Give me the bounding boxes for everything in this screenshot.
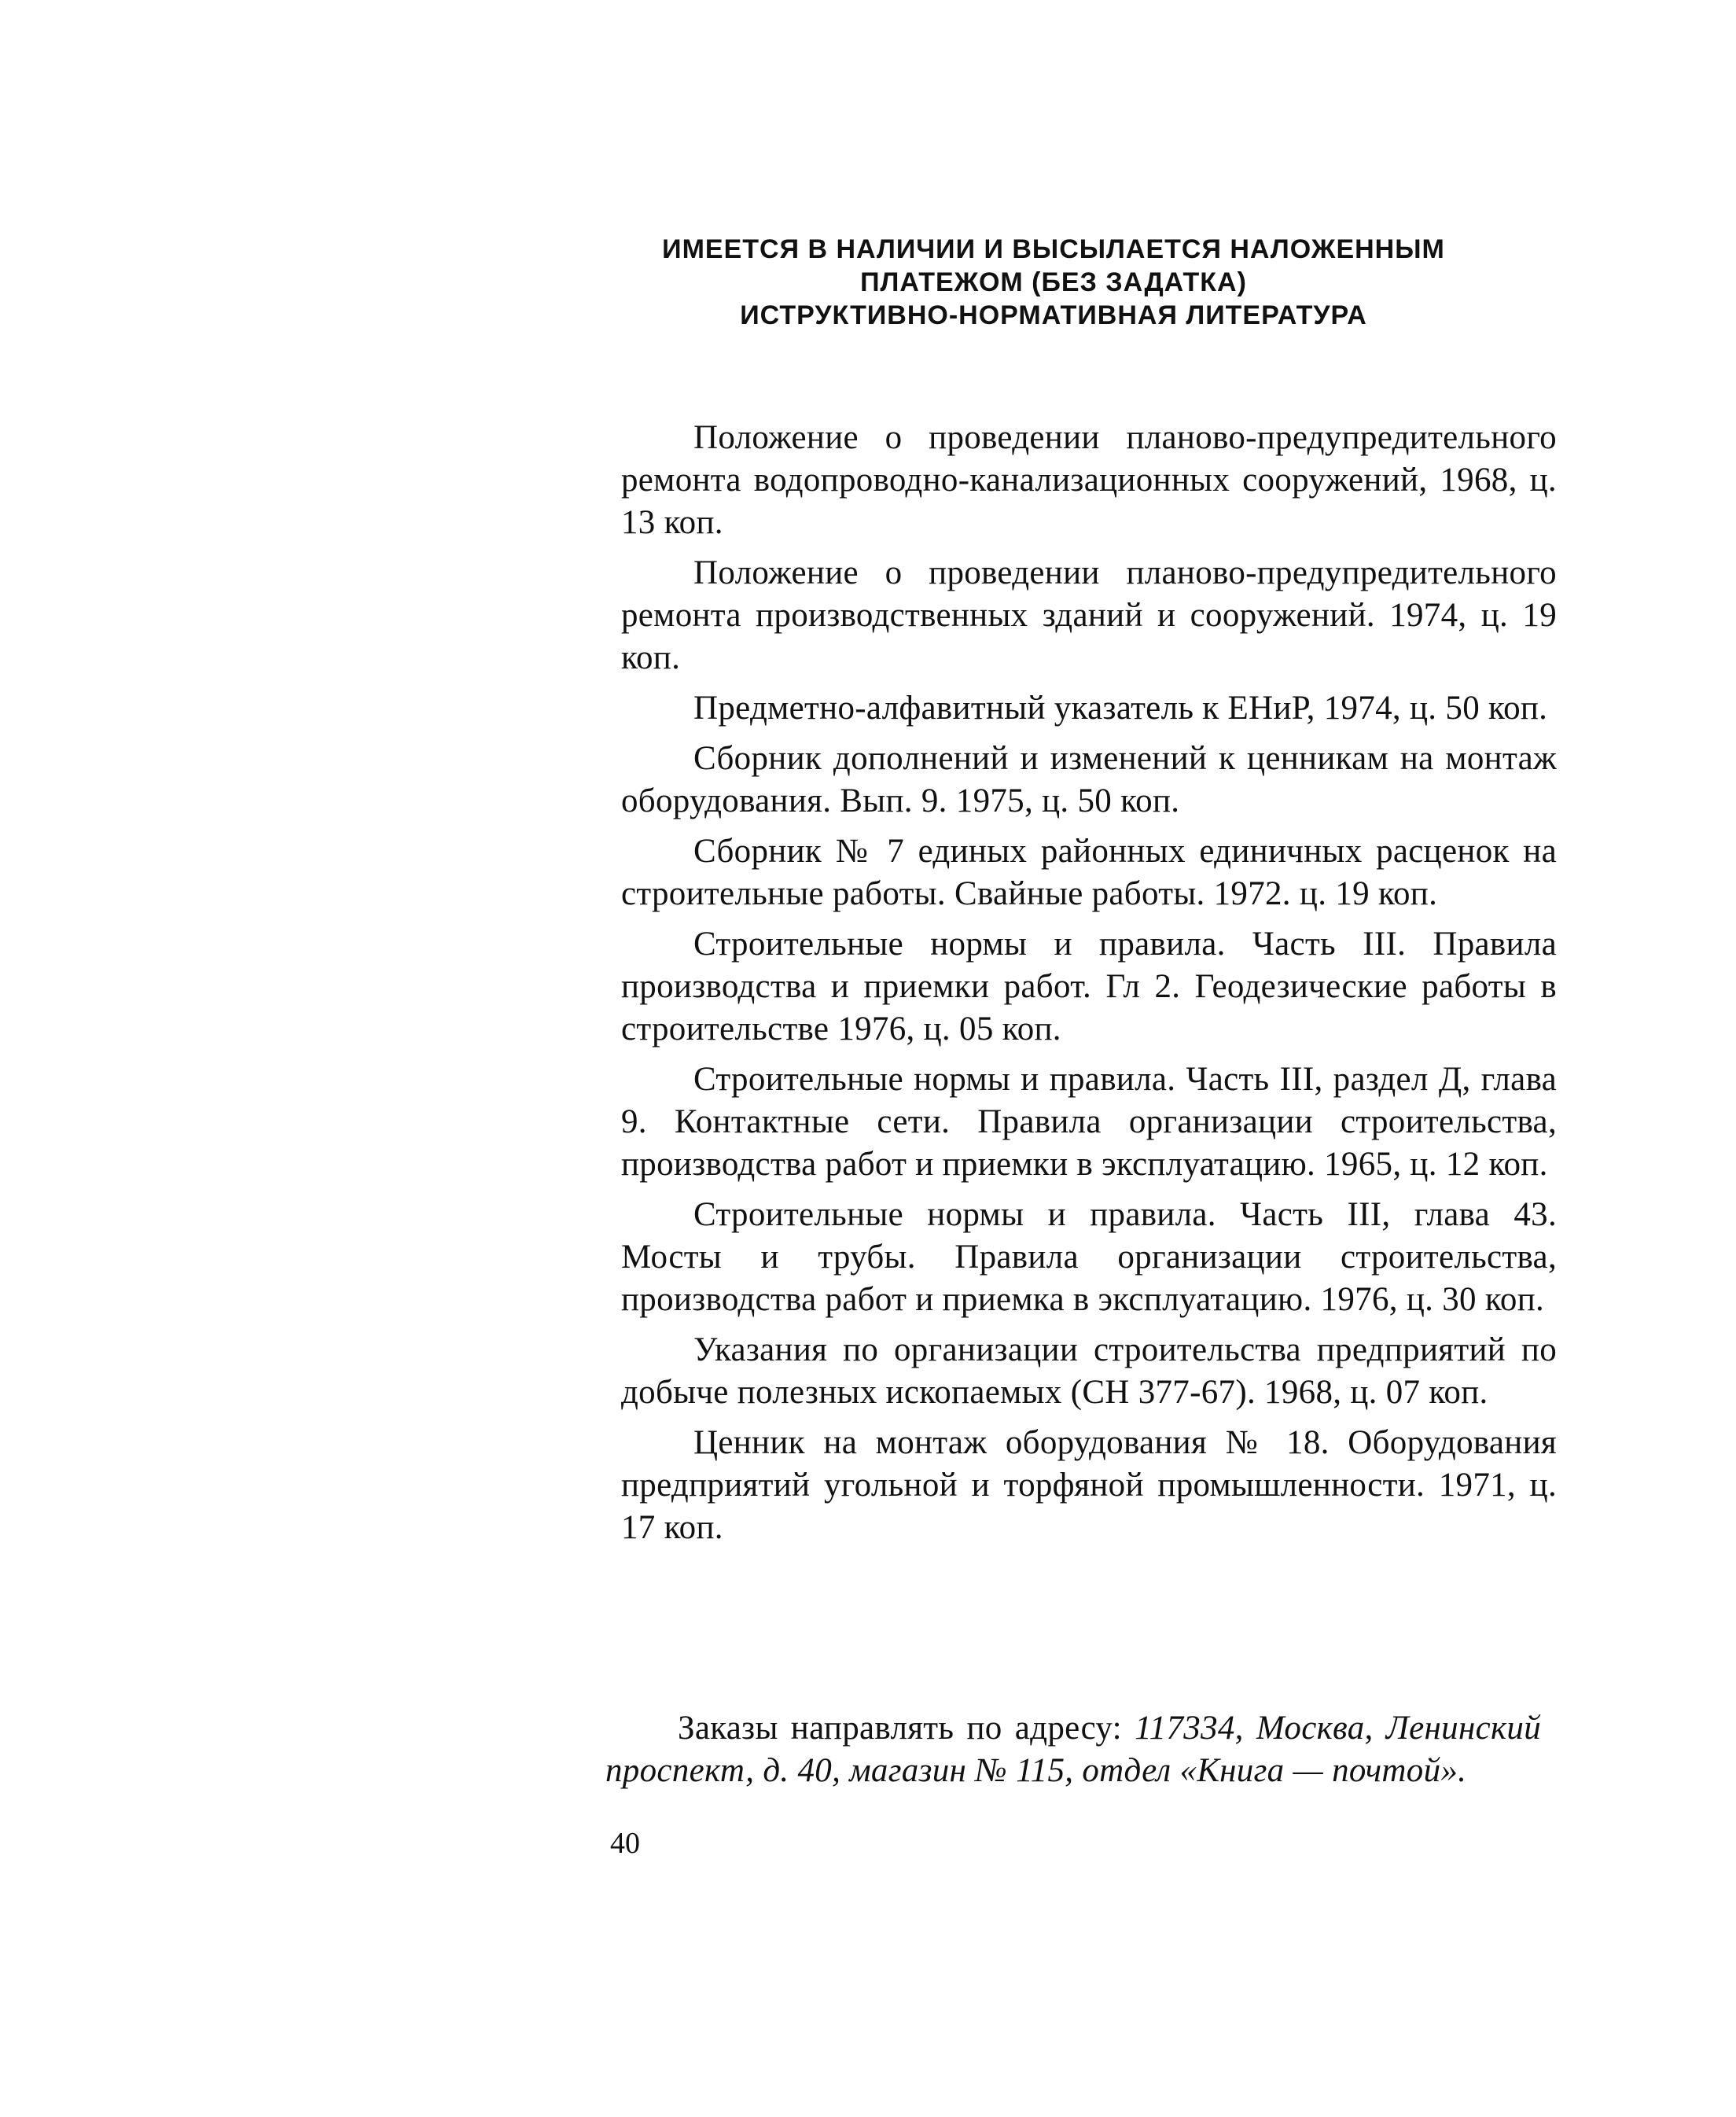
header-line-2: ПЛАТЕЖОМ (БЕЗ ЗАДАТКА) <box>860 267 1247 297</box>
list-item: Сборник № 7 единых районных единичных расценок на строительные работы. Свайные работы. 1972. ц. 19 коп. <box>621 833 1557 912</box>
literature-list <box>621 417 1557 1557</box>
list-item: Предметно-алфавитный указатель к ЕНиР, 1974, ц. 50 коп. <box>693 690 1548 727</box>
list-item: Положение о проведении планово-предупредительного ремонта производственных зданий и сооружений. 1974, ц. 19 коп. <box>621 554 1557 676</box>
list-item: Строительные нормы и правила. Часть III. Правила производства и приемки работ. Гл 2. Геодезические работы в строительстве 1976, ц. 05 коп. <box>621 926 1557 1047</box>
page-header <box>613 233 1494 332</box>
page-number: 40 <box>610 1827 640 1860</box>
order-prefix: Заказы направлять по адресу: <box>678 1710 1122 1747</box>
list-item: Строительные нормы и правила. Часть III, глава 43. Мосты и трубы. Правила организации строительства, производства работ и приемка в эксплуатацию. 1976, ц. 30 коп. <box>621 1196 1557 1318</box>
order-address: 117334, Москва, Ленинский проспект, д. 40, магазин № 115, отдел «Книга — почтой». <box>605 1710 1541 1789</box>
list-item: Сборник дополнений и изменений к ценникам на монтаж оборудования. Вып. 9. 1975, ц. 50 коп. <box>621 740 1557 819</box>
order-instructions <box>605 1707 1541 1792</box>
header-line-3: ИСТРУКТИВНО-НОРМАТИВНАЯ ЛИТЕРАТУРА <box>740 300 1367 330</box>
list-item: Ценник на монтаж оборудования № 18. Оборудования предприятий угольной и торфяной промышленности. 1971, ц. 17 коп. <box>621 1424 1557 1546</box>
list-item: Строительные нормы и правила. Часть III, раздел Д, глава 9. Контактные сети. Правила организации строительства, производства работ и приемки в эксплуатацию. 1965, ц. 12 коп. <box>621 1061 1557 1183</box>
list-item: Указания по организации строительства предприятий по добыче полезных ископаемых (СН 377-67). 1968, ц. 07 коп. <box>621 1331 1557 1411</box>
list-item: Положение о проведении планово-предупредительного ремонта водопроводно-канализационных сооружений, 1968, ц. 13 коп. <box>621 419 1557 541</box>
header-line-1: ИМЕЕТСЯ В НАЛИЧИИ И ВЫСЫЛАЕТСЯ НАЛОЖЕННЫМ <box>662 234 1445 264</box>
